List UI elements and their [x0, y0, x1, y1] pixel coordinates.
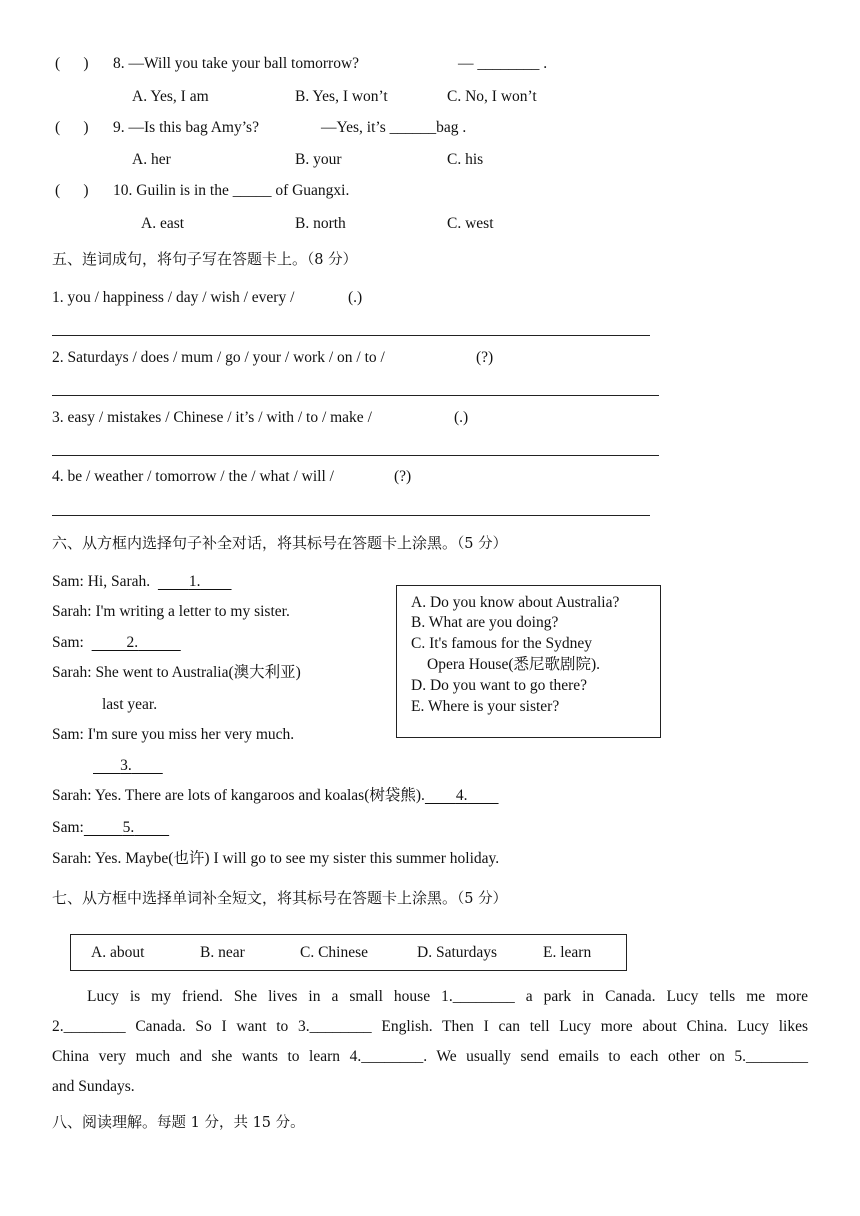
dialogue-line-10: Sarah: Yes. Maybe(也许) I will go to see my sister this summer holiday.	[52, 850, 500, 867]
dialogue-line-8: Sarah: Yes. There are lots of kangaroos and koalas(树袋熊). 4.	[52, 786, 499, 806]
word-bank-e: E. learn	[543, 944, 592, 961]
dialogue-blank-3: 3.	[120, 757, 132, 774]
s5-item4-words: 4. be / weather / tomorrow / the / what / will /	[52, 468, 334, 485]
s5-answer-line-1[interactable]	[52, 335, 650, 336]
s5-item3-punct: (.)	[454, 409, 469, 426]
q10-option-a: A. east	[141, 215, 185, 232]
dialogue-line-1: Sam: Hi, Sarah. 1.	[52, 572, 232, 592]
dialogue-option-a: A. Do you know about Australia?	[411, 594, 620, 611]
dialogue-option-c: C. It's famous for the Sydney	[411, 635, 593, 652]
q9-answer-blank: —Yes, it’s ______bag .	[321, 119, 467, 136]
q10-option-b: B. north	[295, 215, 346, 232]
q8-paren: ( )	[55, 55, 89, 72]
dialogue-option-c-cont: Opera House(悉尼歌剧院).	[427, 656, 601, 673]
s5-item4-punct: (?)	[394, 468, 412, 485]
s5-item3-words: 3. easy / mistakes / Chinese / it’s / with / to / make /	[52, 409, 372, 426]
word-bank-a: A. about	[91, 944, 145, 961]
q9-option-b: B. your	[295, 151, 342, 168]
passage-line-3: China very much and she wants to learn 4.________. We usually send emails to each other on 5.________	[52, 1048, 808, 1065]
dialogue-line-2: Sarah: I'm writing a letter to my sister.	[52, 603, 290, 620]
section7-heading: 七、从方框中选择单词补全短文，将其标号在答题卡上涂黑。（5 分）	[52, 889, 508, 907]
section6-heading: 六、从方框内选择句子补全对话，将其标号在答题卡上涂黑。（5 分）	[52, 534, 508, 552]
dialogue-options-box	[396, 585, 661, 738]
passage-line-2: 2.________ Canada. So I want to 3.________ English. Then I can tell Lucy more about China. Lucy likes	[52, 1018, 808, 1035]
s5-item2-words: 2. Saturdays / does / mum / go / your / work / on / to /	[52, 349, 385, 366]
dialogue-blank-4: 4.	[455, 787, 468, 804]
dialogue-line-5: last year.	[102, 696, 158, 713]
dialogue-line-3: Sam: 2.	[52, 633, 181, 653]
dialogue-line-7	[93, 756, 163, 776]
word-bank-b: B. near	[200, 944, 245, 961]
q8-option-a: A. Yes, I am	[132, 88, 209, 105]
q9-option-a: A. her	[132, 151, 171, 168]
word-bank-c: C. Chinese	[300, 944, 369, 961]
dialogue-line-4: Sarah: She went to Australia(澳大利亚)	[52, 664, 301, 681]
s5-answer-line-4[interactable]	[52, 515, 650, 516]
s5-item1-punct: (.)	[348, 289, 363, 306]
dialogue-line-9: Sam: 5.	[52, 818, 169, 838]
passage-line-1: Lucy is my friend. She lives in a small house 1.________ a park in Canada. Lucy tells me more	[87, 988, 808, 1005]
s5-item1-words: 1. you / happiness / day / wish / every /	[52, 289, 295, 306]
q10-option-c: C. west	[447, 215, 494, 232]
q8-option-b: B. Yes, I won’t	[295, 88, 388, 105]
q8-option-c: C. No, I won’t	[447, 88, 537, 105]
dialogue-option-e: E. Where is your sister?	[411, 698, 560, 715]
dialogue-blank-1: 1.	[188, 573, 201, 590]
q9-paren: ( )	[55, 119, 89, 136]
word-bank-box	[70, 934, 627, 971]
s5-item2-punct: (?)	[476, 349, 494, 366]
dialogue-line-6: Sam: I'm sure you miss her very much.	[52, 726, 295, 743]
q8-answer-blank: — ________ .	[458, 55, 548, 72]
q9-question: 9. —Is this bag Amy’s?	[113, 119, 259, 136]
s5-answer-line-2[interactable]	[52, 395, 659, 396]
section5-heading: 五、连词成句，将句子写在答题卡上。（8 分）	[52, 250, 358, 268]
dialogue-blank-5: 5.	[122, 819, 135, 836]
section8-heading: 八、阅读理解。每题 1 分，共 15 分。	[52, 1113, 305, 1131]
q8-question: 8. —Will you take your ball tomorrow?	[113, 55, 360, 72]
q10-paren: ( )	[55, 182, 89, 199]
s5-answer-line-3[interactable]	[52, 455, 659, 456]
dialogue-blank-2: 2.	[126, 634, 139, 651]
word-bank-d: D. Saturdays	[417, 944, 498, 961]
q9-option-c: C. his	[447, 151, 484, 168]
passage-line-4: and Sundays.	[52, 1078, 135, 1095]
dialogue-option-b: B. What are you doing?	[411, 614, 559, 631]
dialogue-option-d: D. Do you want to go there?	[411, 677, 588, 694]
q10-question: 10. Guilin is in the _____ of Guangxi.	[113, 182, 350, 199]
